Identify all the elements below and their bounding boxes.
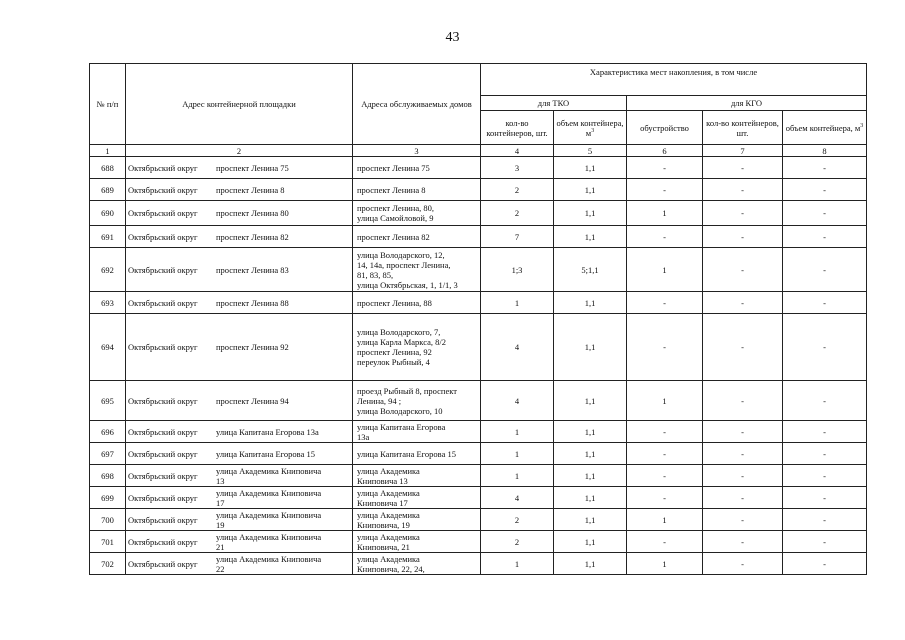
kgo-volume: - bbox=[783, 465, 867, 487]
header-tko: для ТКО bbox=[481, 96, 627, 111]
header-served: Адреса обслуживаемых домов bbox=[353, 64, 481, 145]
column-index-row bbox=[90, 145, 867, 157]
street: улица Академика Книповича 22 bbox=[216, 553, 322, 574]
row-number: 688 bbox=[90, 157, 126, 179]
tko-count: 4 bbox=[481, 381, 554, 421]
site-address bbox=[126, 248, 353, 292]
street: проспект Ленина 80 bbox=[216, 208, 289, 218]
tko-count: 1 bbox=[481, 292, 554, 314]
served-addresses: улица Академика Книповича, 19 bbox=[353, 509, 481, 531]
table-row bbox=[90, 421, 867, 443]
column-index: 2 bbox=[126, 145, 353, 157]
district: Октябрьский округ bbox=[128, 297, 198, 308]
table-body bbox=[90, 157, 867, 575]
kgo-count: - bbox=[703, 226, 783, 248]
kgo-equipment: 1 bbox=[627, 201, 703, 226]
table-row bbox=[90, 314, 867, 381]
kgo-count: - bbox=[703, 292, 783, 314]
row-number: 692 bbox=[90, 248, 126, 292]
tko-count: 1 bbox=[481, 465, 554, 487]
kgo-volume: - bbox=[783, 553, 867, 575]
row-number: 699 bbox=[90, 487, 126, 509]
street: проспект Ленина 94 bbox=[216, 395, 289, 406]
kgo-count: - bbox=[703, 487, 783, 509]
tko-volume: 1,1 bbox=[554, 421, 627, 443]
district: Октябрьский округ bbox=[128, 492, 198, 503]
street: проспект Ленина 8 bbox=[216, 184, 285, 195]
tko-count: 4 bbox=[481, 314, 554, 381]
row-number: 693 bbox=[90, 292, 126, 314]
tko-volume: 1,1 bbox=[554, 381, 627, 421]
served-addresses: проспект Ленина 75 bbox=[353, 157, 481, 179]
tko-volume: 1,1 bbox=[554, 487, 627, 509]
street: проспект Ленина 92 bbox=[216, 342, 289, 352]
column-index: 8 bbox=[783, 145, 867, 157]
column-index: 5 bbox=[554, 145, 627, 157]
kgo-volume: - bbox=[783, 487, 867, 509]
table-row bbox=[90, 381, 867, 421]
street: улица Академика Книповича 17 bbox=[216, 487, 322, 508]
tko-volume: 1,1 bbox=[554, 314, 627, 381]
header-tko-count: кол-во контейнеров, шт. bbox=[481, 111, 554, 145]
district: Октябрьский округ bbox=[128, 395, 198, 406]
row-number: 697 bbox=[90, 443, 126, 465]
served-addresses: улица Володарского, 12, 14, 14а, проспект Ленина, 81, 83, 85, улица Октябрьская, 1, 1/1, 3 bbox=[353, 248, 481, 292]
district: Октябрьский округ bbox=[128, 264, 198, 275]
kgo-count: - bbox=[703, 465, 783, 487]
column-index: 1 bbox=[90, 145, 126, 157]
row-number: 701 bbox=[90, 531, 126, 553]
site-address bbox=[126, 157, 353, 179]
served-addresses: улица Академика Книповича 17 bbox=[353, 487, 481, 509]
district: Октябрьский округ bbox=[128, 426, 198, 437]
kgo-count: - bbox=[703, 509, 783, 531]
served-addresses: улица Капитана Егорова 15 bbox=[353, 443, 481, 465]
tko-count: 2 bbox=[481, 179, 554, 201]
kgo-count: - bbox=[703, 381, 783, 421]
tko-volume: 1,1 bbox=[554, 553, 627, 575]
served-addresses: улица Академика Книповича, 21 bbox=[353, 531, 481, 553]
site-address bbox=[126, 421, 353, 443]
row-number: 691 bbox=[90, 226, 126, 248]
site-address bbox=[126, 179, 353, 201]
header-kgo-equip: обустройство bbox=[627, 111, 703, 145]
row-number: 700 bbox=[90, 509, 126, 531]
kgo-volume: - bbox=[783, 179, 867, 201]
page-number: 43 bbox=[445, 30, 460, 45]
kgo-equipment: - bbox=[627, 531, 703, 553]
kgo-volume: - bbox=[783, 443, 867, 465]
table-row bbox=[90, 509, 867, 531]
served-addresses: проспект Ленина 82 bbox=[353, 226, 481, 248]
header-address: Адрес контейнерной площадки bbox=[126, 64, 353, 145]
header-kgo-volume: объем контейнера, $м^3$ bbox=[783, 111, 867, 145]
row-number: 694 bbox=[90, 314, 126, 381]
row-number: 696 bbox=[90, 421, 126, 443]
site-address bbox=[126, 201, 353, 226]
kgo-volume: - bbox=[783, 421, 867, 443]
district: Октябрьский округ bbox=[128, 514, 198, 525]
kgo-equipment: - bbox=[627, 421, 703, 443]
kgo-equipment: 1 bbox=[627, 553, 703, 575]
container-sites-table bbox=[89, 63, 867, 575]
kgo-volume: - bbox=[783, 248, 867, 292]
table-row bbox=[90, 179, 867, 201]
kgo-count: - bbox=[703, 201, 783, 226]
kgo-count: - bbox=[703, 314, 783, 381]
served-addresses: проспект Ленина, 80, улица Самойловой, 9 bbox=[353, 201, 481, 226]
table-row bbox=[90, 531, 867, 553]
street: улица Академика Книповича 19 bbox=[216, 509, 322, 530]
column-index: 7 bbox=[703, 145, 783, 157]
kgo-equipment: 1 bbox=[627, 381, 703, 421]
served-addresses: проспект Ленина, 88 bbox=[353, 292, 481, 314]
column-index: 3 bbox=[353, 145, 481, 157]
tko-volume: 1,1 bbox=[554, 179, 627, 201]
site-address bbox=[126, 443, 353, 465]
header-tko-volume: объем контейнера, $м^3$ bbox=[554, 111, 627, 145]
kgo-count: - bbox=[703, 248, 783, 292]
tko-volume: 5;1,1 bbox=[554, 248, 627, 292]
site-address bbox=[126, 292, 353, 314]
district: Октябрьский округ bbox=[128, 184, 198, 195]
tko-volume: 1,1 bbox=[554, 292, 627, 314]
kgo-equipment: 1 bbox=[627, 509, 703, 531]
tko-volume: 1,1 bbox=[554, 509, 627, 531]
kgo-count: - bbox=[703, 179, 783, 201]
site-address bbox=[126, 381, 353, 421]
kgo-equipment: - bbox=[627, 226, 703, 248]
table-row bbox=[90, 226, 867, 248]
served-addresses: проспект Ленина 8 bbox=[353, 179, 481, 201]
kgo-equipment: - bbox=[627, 314, 703, 381]
table-row bbox=[90, 248, 867, 292]
street: улица Капитана Егорова 13а bbox=[216, 426, 319, 437]
header-kgo: для КГО bbox=[627, 96, 867, 111]
kgo-volume: - bbox=[783, 531, 867, 553]
kgo-volume: - bbox=[783, 157, 867, 179]
district: Октябрьский округ bbox=[128, 342, 198, 352]
served-addresses: улица Володарского, 7, улица Карла Маркса, 8/2 проспект Ленина, 92 переулок Рыбный, 4 bbox=[353, 314, 481, 381]
kgo-count: - bbox=[703, 553, 783, 575]
tko-count: 1;3 bbox=[481, 248, 554, 292]
table-row bbox=[90, 443, 867, 465]
district: Октябрьский округ bbox=[128, 448, 198, 459]
header-num: № п/п bbox=[90, 64, 126, 145]
tko-count: 2 bbox=[481, 201, 554, 226]
street: улица Капитана Егорова 15 bbox=[216, 448, 315, 459]
district: Октябрьский округ bbox=[128, 536, 198, 547]
kgo-equipment: - bbox=[627, 179, 703, 201]
site-address bbox=[126, 465, 353, 487]
tko-volume: 1,1 bbox=[554, 443, 627, 465]
column-index: 6 bbox=[627, 145, 703, 157]
kgo-count: - bbox=[703, 531, 783, 553]
street: проспект Ленина 82 bbox=[216, 231, 289, 242]
street: проспект Ленина 75 bbox=[216, 162, 289, 173]
column-index: 4 bbox=[481, 145, 554, 157]
site-address bbox=[126, 226, 353, 248]
tko-count: 2 bbox=[481, 531, 554, 553]
tko-count: 3 bbox=[481, 157, 554, 179]
district: Октябрьский округ bbox=[128, 558, 198, 569]
tko-count: 1 bbox=[481, 421, 554, 443]
row-number: 698 bbox=[90, 465, 126, 487]
street: проспект Ленина 83 bbox=[216, 264, 289, 275]
site-address bbox=[126, 509, 353, 531]
site-address bbox=[126, 531, 353, 553]
table-row bbox=[90, 465, 867, 487]
tko-volume: 1,1 bbox=[554, 157, 627, 179]
tko-count: 4 bbox=[481, 487, 554, 509]
kgo-volume: - bbox=[783, 381, 867, 421]
table-row bbox=[90, 292, 867, 314]
district: Октябрьский округ bbox=[128, 162, 198, 173]
kgo-volume: - bbox=[783, 509, 867, 531]
district: Октябрьский округ bbox=[128, 470, 198, 481]
row-number: 695 bbox=[90, 381, 126, 421]
kgo-volume: - bbox=[783, 201, 867, 226]
kgo-equipment: - bbox=[627, 465, 703, 487]
header-kgo-count: кол-во контейнеров, шт. bbox=[703, 111, 783, 145]
tko-count: 1 bbox=[481, 553, 554, 575]
row-number: 702 bbox=[90, 553, 126, 575]
table-row bbox=[90, 157, 867, 179]
served-addresses: улица Академика Книповича 13 bbox=[353, 465, 481, 487]
kgo-count: - bbox=[703, 157, 783, 179]
kgo-equipment: 1 bbox=[627, 248, 703, 292]
district: Октябрьский округ bbox=[128, 231, 198, 242]
table-row bbox=[90, 487, 867, 509]
served-addresses: улица Академика Книповича, 22, 24, bbox=[353, 553, 481, 575]
site-address bbox=[126, 553, 353, 575]
district: Октябрьский округ bbox=[128, 208, 198, 218]
street: проспект Ленина 88 bbox=[216, 297, 289, 308]
header-characteristics: Характеристика мест накопления, в том числе bbox=[481, 64, 867, 96]
kgo-volume: - bbox=[783, 314, 867, 381]
kgo-volume: - bbox=[783, 226, 867, 248]
tko-volume: 1,1 bbox=[554, 201, 627, 226]
table-row bbox=[90, 553, 867, 575]
street: улица Академика Книповича 21 bbox=[216, 531, 322, 552]
kgo-equipment: - bbox=[627, 487, 703, 509]
kgo-volume: - bbox=[783, 292, 867, 314]
site-address bbox=[126, 487, 353, 509]
kgo-count: - bbox=[703, 421, 783, 443]
tko-volume: 1,1 bbox=[554, 531, 627, 553]
tko-count: 1 bbox=[481, 443, 554, 465]
served-addresses: проезд Рыбный 8, проспект Ленина, 94 ; улица Володарского, 10 bbox=[353, 381, 481, 421]
site-address bbox=[126, 314, 353, 381]
kgo-equipment: - bbox=[627, 443, 703, 465]
table-row bbox=[90, 201, 867, 226]
street: улица Академика Книповича 13 bbox=[216, 465, 322, 486]
kgo-equipment: - bbox=[627, 157, 703, 179]
row-number: 690 bbox=[90, 201, 126, 226]
served-addresses: улица Капитана Егорова 13а bbox=[353, 421, 481, 443]
tko-count: 2 bbox=[481, 509, 554, 531]
tko-volume: 1,1 bbox=[554, 465, 627, 487]
kgo-equipment: - bbox=[627, 292, 703, 314]
tko-count: 7 bbox=[481, 226, 554, 248]
tko-volume: 1,1 bbox=[554, 226, 627, 248]
kgo-count: - bbox=[703, 443, 783, 465]
row-number: 689 bbox=[90, 179, 126, 201]
